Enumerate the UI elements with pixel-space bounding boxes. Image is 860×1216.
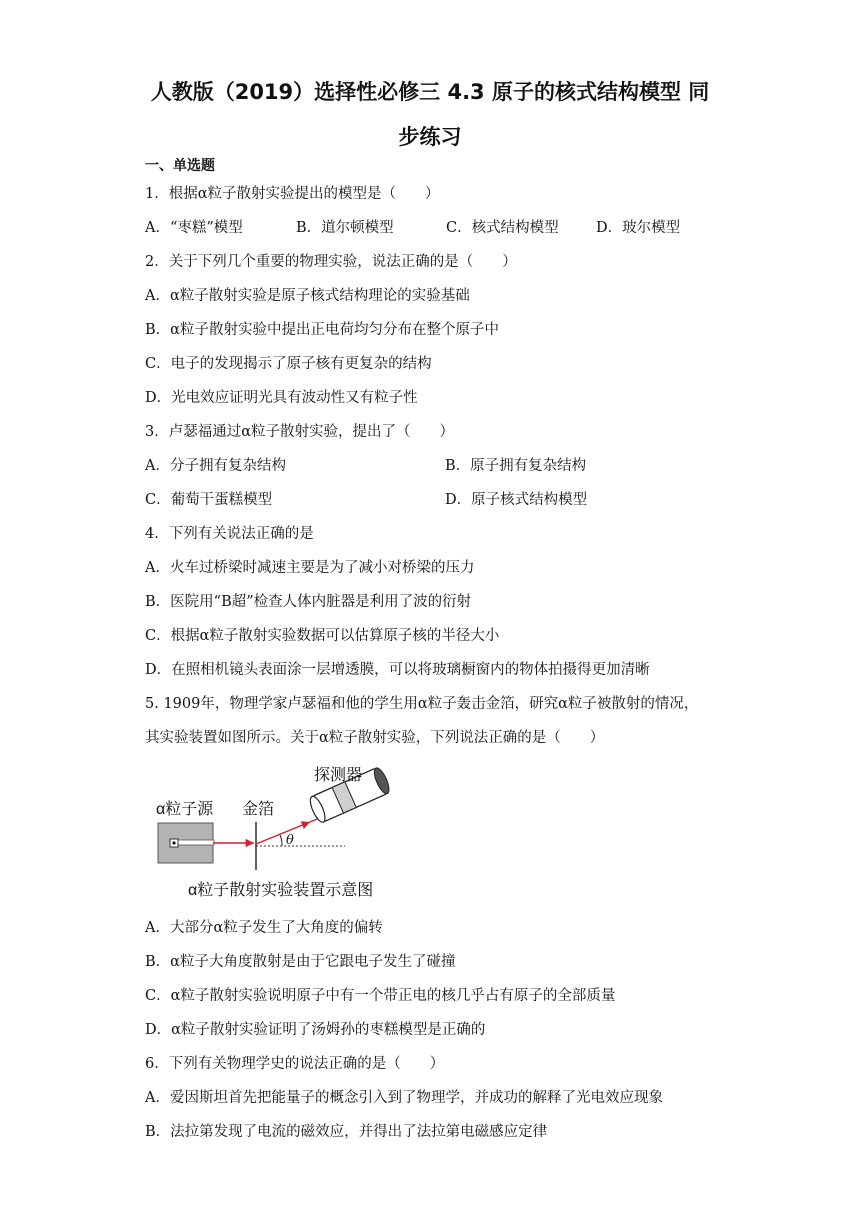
document-title-line-2: 步练习	[398, 125, 462, 149]
q6-option-b: B．法拉第发现了电流的磁效应，并得出了法拉第电磁感应定律	[145, 1124, 548, 1140]
q3-option-b: B．原子拥有复杂结构	[445, 458, 587, 474]
angle-label: θ	[286, 833, 294, 848]
question-1-stem: 1．根据α粒子散射实验提出的模型是（ ）	[145, 186, 440, 202]
q2-option-b: B．α粒子散射实验中提出正电荷均匀分布在整个原子中	[145, 322, 499, 338]
q5-option-a: A．大部分α粒子发生了大角度的偏转	[145, 920, 383, 936]
question-3-stem: 3．卢瑟福通过α粒子散射实验，提出了（ ）	[145, 424, 455, 440]
q4-option-c: C．根据α粒子散射实验数据可以估算原子核的半径大小	[145, 628, 500, 644]
q4-option-a: A．火车过桥梁时减速主要是为了减小对桥梁的压力	[145, 560, 475, 576]
source-label: α粒子源	[156, 801, 214, 818]
scattered-beam	[256, 822, 310, 844]
q4-option-d: D．在照相机镜头表面涂一层增透膜，可以将玻璃橱窗内的物体拍摄得更加清晰	[145, 662, 650, 678]
q5-option-b: B．α粒子大角度散射是由于它跟电子发生了碰撞	[145, 954, 456, 970]
q6-option-a: A．爱因斯坦首先把能量子的概念引入到了物理学，并成功的解释了光电效应现象	[145, 1090, 663, 1106]
q1-option-c: C．核式结构模型	[446, 220, 559, 236]
q1-option-b: B．道尔顿模型	[296, 220, 394, 236]
document-title-line-1: 人教版（2019）选择性必修三 4.3 原子的核式结构模型 同	[150, 80, 710, 104]
q4-option-b: B．医院用“B超”检查人体内脏器是利用了波的衍射	[145, 594, 472, 610]
question-4-stem: 4．下列有关说法正确的是	[145, 526, 314, 542]
question-5-stem-line-1: 5. 1909年，物理学家卢瑟福和他的学生用α粒子轰击金箔，研究α粒子被散射的情况，	[145, 696, 699, 712]
question-6-stem: 6．下列有关物理学史的说法正确的是（ ）	[145, 1056, 445, 1072]
q5-option-c: C．α粒子散射实验说明原子中有一个带正电的核几乎占有原子的全部质量	[145, 988, 616, 1004]
q3-option-a: A．分子拥有复杂结构	[145, 458, 286, 474]
q2-option-c: C．电子的发现揭示了原子核有更复杂的结构	[145, 356, 432, 372]
alpha-scattering-diagram	[150, 760, 410, 910]
figure-caption: α粒子散射实验装置示意图	[188, 882, 374, 899]
foil-label: 金箔	[242, 801, 275, 818]
question-5-stem-line-2: 其实验装置如图所示。关于α粒子散射实验，下列说法正确的是（ ）	[145, 730, 605, 746]
detector-label: 探测器	[314, 767, 363, 784]
q1-option-a: A．“枣糕”模型	[145, 220, 243, 236]
q3-option-c: C．葡萄干蛋糕模型	[145, 492, 273, 508]
section-heading: 一、单选题	[145, 158, 215, 174]
q2-option-d: D．光电效应证明光具有波动性又有粒子性	[145, 390, 418, 406]
q5-option-d: D．α粒子散射实验证明了汤姆孙的枣糕模型是正确的	[145, 1022, 486, 1038]
q1-option-d: D．玻尔模型	[596, 220, 681, 236]
q3-option-d: D．原子核式结构模型	[445, 492, 588, 508]
angle-arc	[280, 835, 282, 846]
q2-option-a: A．α粒子散射实验是原子核式结构理论的实验基础	[145, 288, 470, 304]
question-2-stem: 2．关于下列几个重要的物理实验，说法正确的是（ ）	[145, 254, 517, 270]
